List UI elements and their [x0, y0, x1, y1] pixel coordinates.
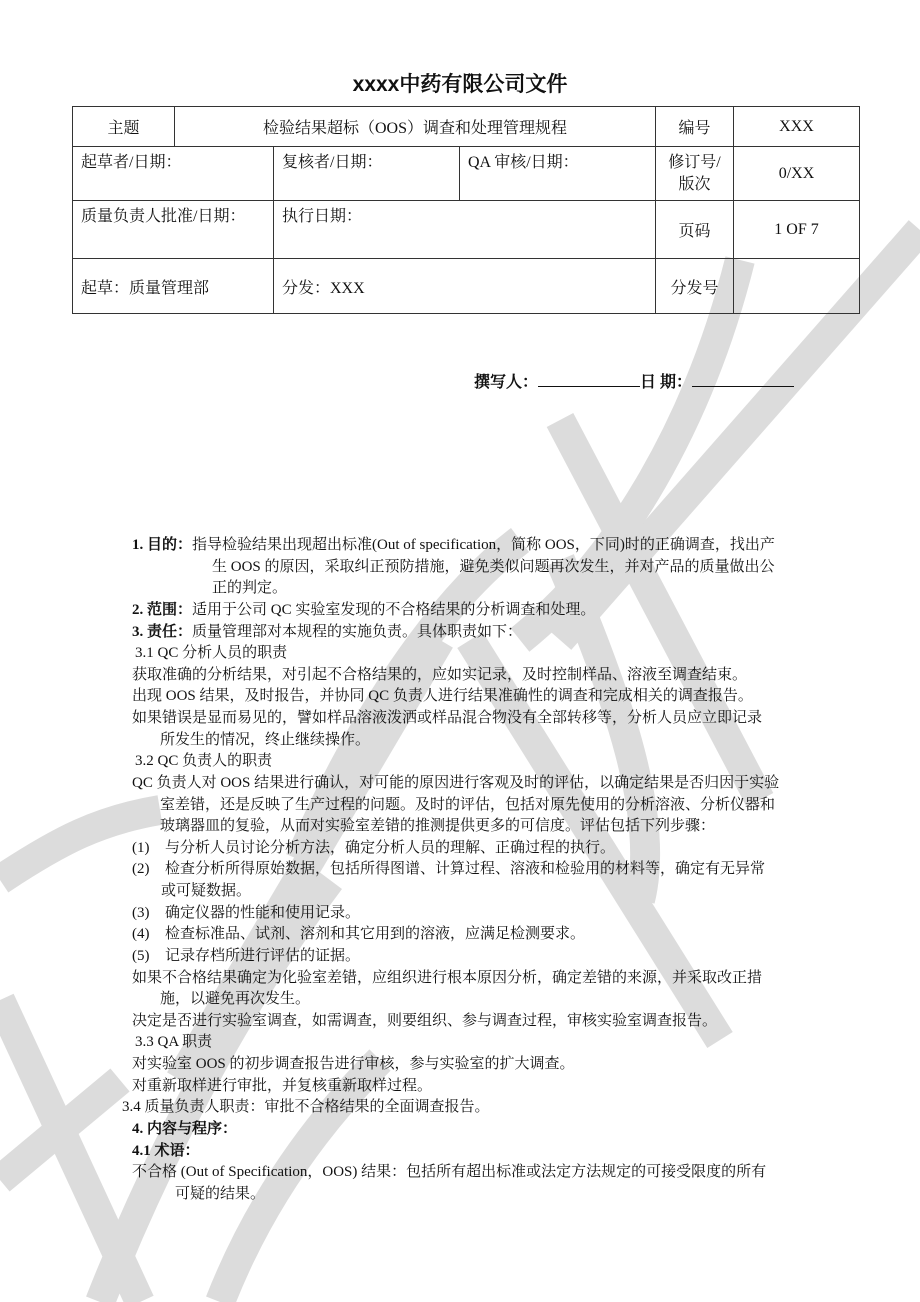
body-text: 3.1 QC 分析人员的职责 [135, 645, 288, 662]
body-text: 3.2 QC 负责人的职责 [135, 753, 273, 770]
body-text: 对重新取样进行审批，并复核重新取样过程。 [132, 1077, 433, 1094]
body-line [132, 773, 779, 793]
body-text: 如果不合格结果确定为化验室差错，应组织进行根本原因分析，确定差错的来源，并采取改正措 [132, 969, 763, 986]
document-title: xxxx中药有限公司文件 [352, 73, 568, 96]
page-label: 页码 [656, 201, 734, 259]
page-value: 1 OF 7 [734, 201, 860, 259]
section-label: 3. 责任： [132, 623, 193, 640]
subject-label: 主题 [73, 107, 175, 147]
list-number: (2) [132, 861, 150, 878]
list-number: (3) [132, 904, 150, 921]
body-text: 适用于公司 QC 实验室发现的不合格结果的分析调查和处理。 [192, 601, 596, 618]
body-text: 质量管理部对本规程的实施负责。具体职责如下： [192, 623, 523, 640]
writer-label: 撰写人： [474, 374, 539, 391]
body-text: 室差错，还是反映了生产过程的问题。及时的评估，包括对原先使用的分析溶液、分析仪器和 [160, 796, 776, 813]
body-line [160, 730, 370, 750]
body-text: 如果错误是显而易见的，譬如样品溶液泼洒或样品混合物没有全部转移等，分析人员应立即记录 [132, 710, 763, 727]
body-line [132, 968, 762, 988]
body-line [132, 622, 522, 642]
body-text: 与分析人员讨论分析方法，确定分析人员的理解、正确过程的执行。 [165, 839, 616, 856]
revision-value: 0/XX [734, 147, 860, 201]
body-line [132, 1054, 575, 1074]
body-text: 可疑的结果。 [175, 1185, 266, 1202]
body-line [132, 600, 595, 620]
body-line [132, 903, 360, 923]
body-text: 玻璃器皿的复验，从而对实验室差错的推测提供更多的可信度。评估包括下列步骤： [160, 818, 716, 835]
number-label: 编号 [656, 107, 734, 147]
body-text: 不合格 (Out of Specification，OOS) 结果：包括所有超出标准或法定方法规定的可接受限度的所有 [132, 1164, 767, 1181]
section-label: 1. 目的： [132, 537, 193, 553]
body-line [132, 859, 765, 879]
body-text: QC 负责人对 OOS 结果进行确认，对可能的原因进行客观及时的评估，以确定结果是否归因于实验 [132, 774, 780, 791]
body-line [132, 1141, 200, 1161]
body-line [161, 881, 251, 901]
body-line [135, 1032, 212, 1052]
quality-approval-date: 质量负责人批准/日期： [73, 201, 274, 259]
body-line [132, 1119, 237, 1139]
body-text: 指导检验结果出现超出标准(Out of specification，简称 OOS，下同)时的正确调查，找出产 [192, 537, 775, 553]
body-text: 出现 OOS 结果，及时报告，并协同 QC 负责人进行结果准确性的调查和完成相关的调查报告。 [132, 688, 753, 705]
reviewer-date: 复核者/日期： [274, 147, 460, 201]
body-line [160, 989, 310, 1009]
body-text: 决定是否进行实验室调查，如需调查，则要组织、参与调查过程，审核实验室调查报告。 [132, 1012, 718, 1029]
number-value: XXX [734, 107, 860, 147]
qa-review-date: QA 审核/日期： [460, 147, 656, 201]
body-text: 所发生的情况，终止继续操作。 [160, 731, 371, 748]
body-text: 获取准确的分析结果，对引起不合格结果的，应如实记录，及时控制样品、溶液至调查结束。 [132, 666, 748, 683]
revision-label: 修订号/版次 [656, 147, 734, 201]
body-text: 3.3 QA 职责 [135, 1034, 213, 1051]
writer-blank [538, 370, 640, 387]
body-text: 3.4 质量负责人职责：审批不合格结果的全面调查报告。 [122, 1099, 490, 1116]
section-label: 2. 范围： [132, 601, 193, 618]
body-line [132, 708, 762, 728]
distribution: 分发：XXX [274, 259, 656, 314]
body-line [175, 1184, 265, 1204]
date-blank [692, 370, 794, 387]
section-label: 4. 内容与程序： [132, 1121, 238, 1137]
body-text: 检查分析所得原始数据，包括所得图谱、计算过程、溶液和检验用的材料等，确定有无异常 [165, 861, 766, 878]
body-line [135, 751, 272, 771]
body-line [132, 1011, 717, 1031]
body-line [212, 557, 775, 577]
body-text: 记录存档所进行评估的证据。 [165, 947, 361, 964]
body-text: 生 OOS 的原因，采取纠正预防措施，避免类似问题再次发生，并对产品的质量做出公 [212, 558, 775, 575]
subject-value: 检验结果超标（OOS）调查和处理管理规程 [175, 107, 656, 147]
body-text: 或可疑数据。 [161, 883, 252, 900]
draft-dept: 起草：质量管理部 [73, 259, 274, 314]
body-text: 检查标准品、试剂、溶剂和其它用到的溶液，应满足检测要求。 [165, 926, 586, 943]
body-line [212, 578, 287, 598]
body-text: 对实验室 OOS 的初步调查报告进行审核，参与实验室的扩大调查。 [132, 1056, 575, 1073]
list-number: (1) [132, 839, 150, 856]
signature-line [474, 369, 794, 392]
body-line [160, 795, 775, 815]
body-line [132, 665, 747, 685]
drafter-date: 起草者/日期： [73, 147, 274, 201]
body-line [135, 643, 287, 663]
distribution-no-value [734, 259, 860, 314]
date-label: 日 期： [640, 374, 693, 391]
body-text: 确定仪器的性能和使用记录。 [165, 904, 361, 921]
body-line [132, 946, 360, 966]
list-number: (5) [132, 947, 150, 964]
section-label: 4.1 术语： [132, 1142, 200, 1159]
distribution-no-label: 分发号 [656, 259, 734, 314]
list-number: (4) [132, 926, 150, 943]
body-line [132, 1076, 432, 1096]
body-line [122, 1097, 490, 1117]
body-text: 施，以避免再次发生。 [160, 991, 311, 1008]
body-text: 正的判定。 [212, 580, 288, 597]
body-line [132, 1162, 766, 1182]
body-line [132, 838, 615, 858]
document-header-table [72, 106, 860, 314]
execution-date: 执行日期： [274, 201, 656, 259]
body-line [132, 686, 753, 706]
body-line [132, 924, 585, 944]
body-line [160, 816, 715, 836]
body-line [132, 535, 775, 555]
